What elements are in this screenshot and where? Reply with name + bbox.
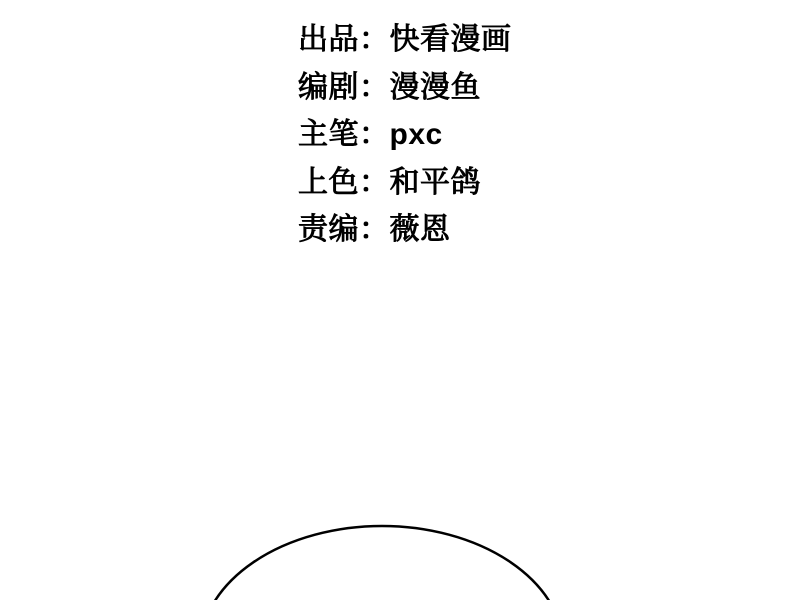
credit-line-lead-artist: 主笔：pxc: [298, 118, 443, 151]
credit-line-editor: 责编：薇恩: [298, 213, 451, 246]
speech-bubble-ellipse: [200, 526, 564, 600]
credit-line-screenwriter: 编剧：漫漫鱼: [298, 70, 481, 104]
credits-block: [298, 16, 512, 254]
credit-line-producer: 出品：快看漫画: [298, 23, 512, 56]
credit-line-colorist: 上色：和平鸽: [298, 165, 481, 199]
